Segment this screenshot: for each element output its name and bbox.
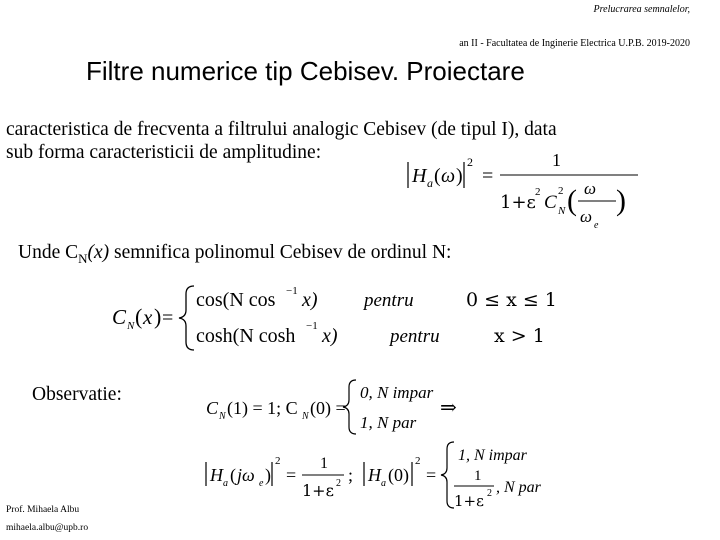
intro-line-2: sub forma caracteristicii de amplitudine: bbox=[6, 142, 322, 163]
obs2-h2-sub: a bbox=[381, 478, 386, 489]
cheb-suffix: semnifica polinomul Cebisev de ordinul N: bbox=[109, 242, 452, 263]
obs1-c2-sub: N bbox=[302, 411, 309, 422]
obs2-power: 2 bbox=[275, 455, 281, 467]
amp-equals: = bbox=[482, 165, 494, 187]
amp-power: 2 bbox=[467, 155, 473, 169]
chebyshev-equation bbox=[110, 282, 557, 352]
amp-den-prefix: 1+ε bbox=[500, 192, 536, 213]
cheb-lhs-x: x bbox=[143, 305, 153, 329]
obs2-den: 1+ε bbox=[302, 481, 334, 500]
obs1-c-sub: N bbox=[219, 411, 226, 422]
amp-frac-num: ω bbox=[584, 179, 597, 198]
header-faculty: an II - Facultatea de Inginerie Electrica U.P.B. 2019-2020 bbox=[459, 38, 690, 49]
cheb-row1-inv: −1 bbox=[286, 285, 298, 297]
amp-den-pow: 2 bbox=[535, 186, 541, 198]
obs1-c: C bbox=[206, 398, 219, 418]
amp-frac-den: ω bbox=[580, 207, 593, 226]
obs2-sep: ; bbox=[348, 465, 354, 485]
obs1-arrow: ⇒ bbox=[440, 395, 457, 419]
chebyshev-paragraph bbox=[18, 241, 451, 270]
header-course: Prelucrarea semnalelor, bbox=[593, 4, 690, 15]
cheb-arg: (x) bbox=[87, 242, 110, 263]
cheb-row1-cond: 0 ≤ x ≤ 1 bbox=[466, 289, 557, 311]
footer-email: mihaela.albu@upb.ro bbox=[6, 523, 89, 533]
obs2-arg: jω bbox=[237, 465, 255, 485]
cheb-row1-end: x) bbox=[302, 289, 318, 311]
obs2-eq2: = bbox=[426, 465, 437, 485]
footer-author: Prof. Mihaela Albu bbox=[6, 505, 80, 515]
amp-close: ) bbox=[456, 165, 463, 187]
cheb-lhs-c: C bbox=[112, 305, 127, 329]
cheb-row2-cond: x > 1 bbox=[494, 325, 545, 347]
amp-den-c-pow: 2 bbox=[558, 185, 564, 197]
cheb-subscript: N bbox=[78, 250, 88, 266]
amp-numerator: 1 bbox=[552, 150, 561, 170]
obs2-h-sub: a bbox=[223, 478, 228, 489]
obs2-h: H bbox=[210, 465, 223, 485]
cheb-row2-end: x) bbox=[322, 325, 338, 347]
amp-frac-den-sub: e bbox=[594, 220, 599, 231]
cheb-lhs-sub: N bbox=[127, 320, 135, 332]
obs2-case2-word: , N par bbox=[496, 479, 541, 496]
cheb-row1-expr: cos(N cos bbox=[196, 289, 276, 311]
obs2-den-pow: 2 bbox=[336, 478, 341, 489]
amp-den-c: C bbox=[544, 192, 557, 213]
obs1-one: (1) = 1; C bbox=[227, 398, 298, 418]
obs2-close: ) bbox=[265, 465, 271, 485]
cheb-row1-word: pentru bbox=[364, 290, 414, 311]
cheb-row2-inv: −1 bbox=[306, 320, 318, 332]
obs1-zero: (0) = bbox=[310, 398, 346, 418]
cheb-lhs-close: ) bbox=[154, 304, 162, 329]
obs1-case2: 1, N par bbox=[360, 413, 417, 432]
obs2-h2: H bbox=[368, 465, 381, 485]
amp-paren-open: ( bbox=[567, 184, 577, 217]
cheb-lhs-open: ( bbox=[135, 304, 143, 329]
obs2-eq: = bbox=[286, 465, 297, 485]
amp-h-sub: a bbox=[427, 176, 433, 190]
amp-omega: ω bbox=[441, 165, 456, 187]
obs2-arg-sub: e bbox=[259, 478, 264, 489]
observatie-label: Observatie: bbox=[32, 384, 122, 405]
page-title: Filtre numerice tip Cebisev. Proiectare bbox=[86, 56, 525, 86]
obs2-case2-num: 1 bbox=[474, 468, 482, 484]
obs2-case2-pow: 2 bbox=[487, 488, 492, 499]
obs2-open: ( bbox=[230, 465, 236, 485]
cheb-prefix: Unde C bbox=[18, 242, 79, 263]
obs2-case1: 1, N impar bbox=[458, 447, 527, 464]
amp-h: H bbox=[412, 165, 427, 187]
cheb-row2-expr: cosh(N cosh bbox=[196, 325, 296, 347]
obs2-num: 1 bbox=[320, 455, 328, 472]
amp-open: ( bbox=[434, 165, 441, 187]
amp-den-c-sub: N bbox=[558, 205, 566, 217]
amplitude-equation bbox=[404, 148, 644, 238]
obs2-power2: 2 bbox=[415, 455, 421, 467]
obs2-arg2: (0) bbox=[388, 465, 409, 485]
obs1-case1: 0, N impar bbox=[360, 383, 434, 402]
cheb-row2-word: pentru bbox=[390, 326, 440, 347]
cheb-equals: = bbox=[162, 307, 174, 329]
observation-equation-2 bbox=[202, 440, 562, 510]
observation-equation-1 bbox=[204, 376, 474, 436]
intro-line-1: caracteristica de frecventa a filtrului analogic Cebisev (de tipul I), data bbox=[6, 119, 557, 140]
obs2-case2-den: 1+ε bbox=[454, 492, 484, 510]
amp-paren-close: ) bbox=[616, 184, 626, 217]
